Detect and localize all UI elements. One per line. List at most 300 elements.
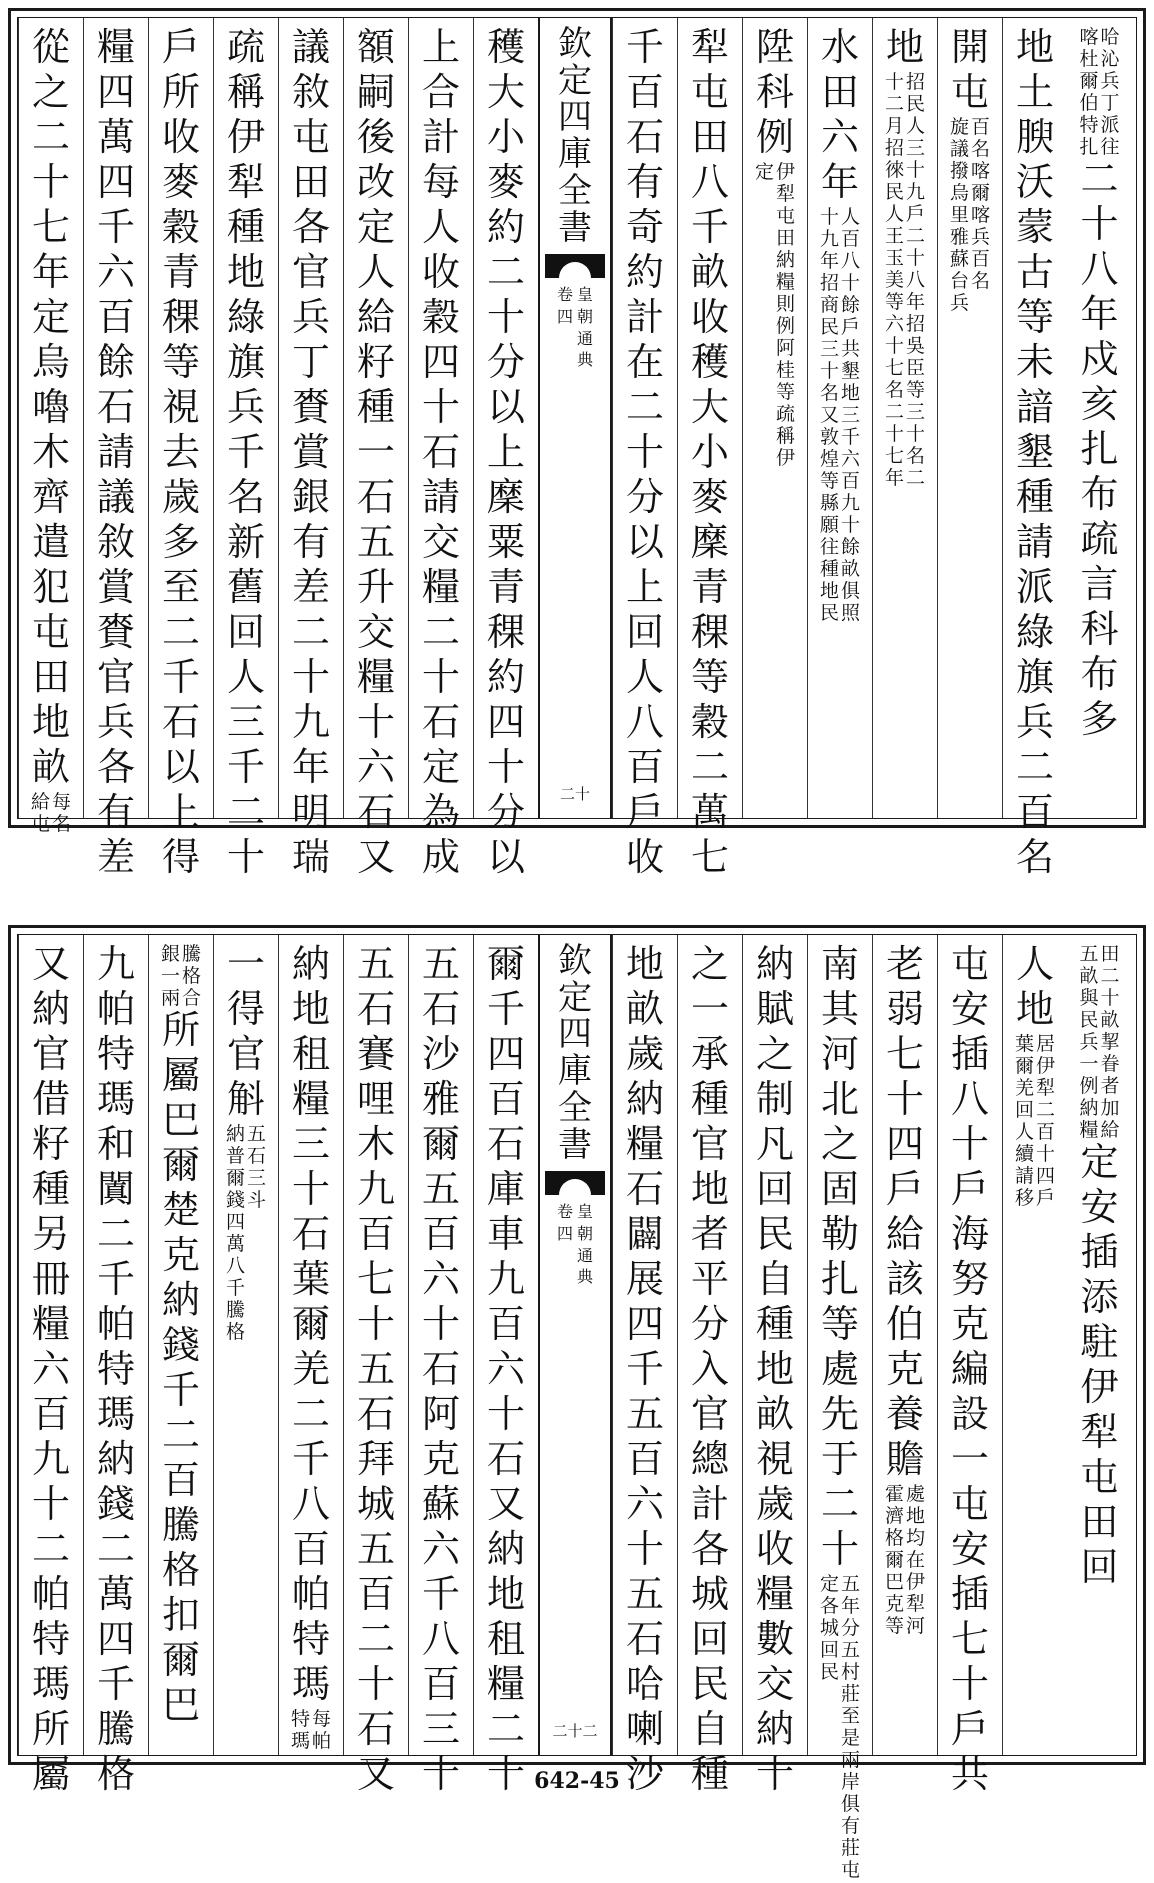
note-char: 等 (884, 1615, 904, 1637)
note-char: 莊 (841, 1837, 861, 1859)
note-char: 等 (906, 379, 926, 401)
text-char: 木 (31, 430, 70, 474)
note-char: 斗 (247, 1189, 267, 1211)
text-char: 人 (1015, 942, 1054, 986)
text-char: 石 (625, 1617, 664, 1661)
note-char: 請 (1014, 1165, 1034, 1187)
text-column (148, 18, 213, 879)
text-char: 七 (690, 835, 729, 879)
note-char: 糧 (776, 271, 796, 293)
text-char: 石 (421, 987, 460, 1031)
text-char: 萬 (96, 1572, 135, 1616)
text-char: 大 (486, 70, 525, 114)
volume-label: 皇 朝 通 典 卷 四 (556, 285, 594, 370)
text-char: 十 (486, 1752, 525, 1796)
note-char: 是 (841, 1727, 861, 1749)
text-char: 于 (820, 1437, 859, 1481)
text-char: 石 (486, 1122, 525, 1166)
text-char: 麥 (486, 160, 525, 204)
text-char: 石 (356, 1707, 395, 1751)
text-char: 兵 (226, 385, 265, 429)
text-char: 青 (690, 565, 729, 609)
text-char: 田 (820, 70, 859, 114)
note-char: 納 (776, 249, 796, 271)
text-char: 請 (421, 475, 460, 519)
text-char: 官 (690, 1392, 729, 1436)
text-char: 羌 (291, 1347, 330, 1391)
note-char: 十 (884, 335, 904, 357)
note-char: 一 (160, 965, 180, 987)
note-char: 濟 (884, 1505, 904, 1527)
note-char: 五 (841, 1639, 861, 1661)
title-char: 庫 (558, 1051, 592, 1092)
text-char: 贍 (885, 1437, 924, 1481)
note-char: 每 (52, 791, 72, 813)
text-char: 五 (421, 942, 460, 986)
note-char: 年 (841, 1595, 861, 1617)
text-char: 麥 (690, 475, 729, 519)
text-char: 格 (96, 1752, 135, 1796)
text-char: 收 (690, 295, 729, 339)
text-char: 百 (291, 1527, 330, 1571)
text-char: 特 (96, 1347, 135, 1391)
text-char: 各 (96, 745, 135, 789)
text-char: 二 (291, 610, 330, 654)
note-char: 村 (841, 1661, 861, 1683)
text-char: 額 (356, 25, 395, 69)
text-char: 所 (31, 1707, 70, 1751)
text-char: 石 (291, 1212, 330, 1256)
note-char: 在 (906, 1549, 926, 1571)
text-char: 七 (356, 1257, 395, 1301)
note-char: 地 (819, 580, 839, 602)
text-char: 種 (690, 1077, 729, 1121)
text-char: 從 (31, 25, 70, 69)
text-char: 田 (690, 115, 729, 159)
text-char: 官 (31, 1032, 70, 1076)
text-char: 計 (690, 1482, 729, 1526)
note-char: 格 (225, 1321, 245, 1343)
text-char: 百 (1015, 790, 1054, 834)
text-char: 八 (291, 1482, 330, 1526)
note-char: 八 (841, 250, 861, 272)
text-char: 兵 (96, 700, 135, 744)
text-char: 丁 (291, 340, 330, 384)
text-char: 石 (356, 1392, 395, 1436)
text-char: 穫 (486, 25, 525, 69)
text-char: 賚 (291, 385, 330, 429)
text-char: 計 (421, 115, 460, 159)
text-char: 粟 (486, 520, 525, 564)
text-char: 布 (1080, 652, 1119, 696)
note-char: 縣 (819, 492, 839, 514)
text-char: 地 (226, 250, 265, 294)
text-char: 十 (885, 1077, 924, 1121)
note-char: 九 (819, 228, 839, 250)
text-char: 穀 (690, 700, 729, 744)
text-char: 納 (755, 942, 794, 986)
text-char: 之 (31, 70, 70, 114)
note-char: 商 (819, 294, 839, 316)
text-char: 者 (690, 1212, 729, 1256)
text-char: 十 (31, 160, 70, 204)
note-char: 爾 (1014, 1055, 1034, 1077)
note-char: 共 (841, 338, 861, 360)
text-char: 弱 (885, 987, 924, 1031)
text-char: 千 (96, 1662, 135, 1706)
text-char: 十 (291, 1167, 330, 1211)
text-char: 田 (1080, 1500, 1119, 1544)
text-char: 畝 (31, 745, 70, 789)
note-char: 百 (841, 228, 861, 250)
text-char: 七 (950, 1617, 989, 1661)
text-char: 二 (96, 1212, 135, 1256)
note-char: 伊 (776, 447, 796, 469)
text-char: 等 (161, 340, 200, 384)
note-char: 疏 (776, 403, 796, 425)
note-char: 台 (949, 270, 969, 292)
text-char: 石 (421, 700, 460, 744)
text-char: 民 (755, 1212, 794, 1256)
annotation-line (971, 118, 990, 316)
text-char: 賽 (356, 1032, 395, 1076)
annotation-note (820, 1575, 860, 1883)
text-char: 犯 (31, 565, 70, 609)
note-char: 種 (819, 558, 839, 580)
text-char: 稞 (486, 610, 525, 654)
note-char: 願 (819, 514, 839, 536)
text-column (807, 18, 872, 818)
note-char: 招 (906, 71, 926, 93)
text-column (807, 935, 872, 1881)
text-char: 糧 (356, 655, 395, 699)
text-char: 千 (226, 430, 265, 474)
note-char: 者 (1100, 1075, 1120, 1097)
text-char: 十 (226, 835, 265, 879)
text-char: 科 (1080, 607, 1119, 651)
text-char: 名 (226, 475, 265, 519)
text-column (278, 18, 343, 879)
text-char: 安 (950, 1527, 989, 1571)
text-char: 哩 (356, 1077, 395, 1121)
title-char: 四 (558, 97, 592, 138)
text-char: 巴 (161, 1098, 200, 1142)
note-char: 特 (1079, 114, 1099, 136)
note-char: 人 (906, 115, 926, 137)
text-char: 陞 (755, 25, 794, 69)
text-char: 努 (950, 1257, 989, 1301)
text-char: 十 (356, 1302, 395, 1346)
note-char: 石 (247, 1145, 267, 1167)
text-char: 五 (356, 942, 395, 986)
folio-number: 二十二 (552, 1722, 598, 1740)
text-char: 百 (96, 295, 135, 339)
text-char: 諳 (1015, 385, 1054, 429)
note-char: 百 (971, 248, 991, 270)
text-char: 三 (226, 700, 265, 744)
note-char: 名 (971, 270, 991, 292)
text-char: 戍 (1080, 337, 1119, 381)
text-char: 年 (1080, 292, 1119, 336)
text-char: 四 (421, 340, 460, 384)
text-char: 十 (31, 1482, 70, 1526)
text-column (1002, 935, 1067, 1755)
text-char: 嚕 (31, 385, 70, 429)
text-char: 至 (161, 565, 200, 609)
text-char: 青 (486, 565, 525, 609)
note-char: 加 (1100, 1097, 1120, 1119)
text-char: 八 (421, 1617, 460, 1661)
text-char: 差 (291, 565, 330, 609)
text-char: 屬 (161, 1053, 200, 1097)
note-char: 又 (819, 404, 839, 426)
text-char: 回 (226, 610, 265, 654)
text-char: 又 (356, 1752, 395, 1796)
annotation-line (1101, 945, 1120, 1143)
note-char: 移 (1014, 1187, 1034, 1209)
text-char: 收 (625, 835, 664, 879)
annotation-note (885, 1485, 925, 1639)
text-char: 歲 (625, 1032, 664, 1076)
text-char: 借 (31, 1077, 70, 1121)
text-char: 克 (421, 1437, 460, 1481)
annotation-note (950, 118, 990, 316)
note-char: 十 (906, 247, 926, 269)
text-char: 五 (625, 1392, 664, 1436)
text-char: 賦 (755, 987, 794, 1031)
text-char: 賚 (96, 610, 135, 654)
text-char: 請 (96, 430, 135, 474)
text-char: 二 (421, 610, 460, 654)
text-column (742, 935, 807, 1796)
note-char: 十 (906, 159, 926, 181)
text-char: 分 (486, 790, 525, 834)
title-char: 書 (558, 1124, 592, 1165)
note-char: 民 (906, 93, 926, 115)
text-column (872, 935, 937, 1755)
text-char: 一 (226, 942, 265, 986)
note-char: 十 (841, 514, 861, 536)
text-char: 糧 (31, 1302, 70, 1346)
text-char: 十 (421, 1752, 460, 1796)
note-char: 十 (884, 71, 904, 93)
note-char: 地 (841, 382, 861, 404)
text-char: 石 (356, 790, 395, 834)
text-char: 河 (820, 1032, 859, 1076)
text-char: 十 (950, 1122, 989, 1166)
note-char: 哈 (1100, 26, 1120, 48)
text-column (343, 18, 408, 879)
text-char: 格 (161, 1548, 200, 1592)
text-char: 種 (356, 385, 395, 429)
annotation-note (31, 793, 71, 837)
text-char: 十 (421, 385, 460, 429)
note-char: 五 (247, 1123, 267, 1145)
text-char: 十 (356, 700, 395, 744)
text-char: 百 (161, 1458, 200, 1502)
note-char: 定 (819, 1573, 839, 1595)
text-char: 二 (1015, 745, 1054, 789)
text-char: 瑞 (291, 835, 330, 879)
text-char: 回 (755, 1167, 794, 1211)
note-char: 等 (819, 470, 839, 492)
book-title (558, 943, 592, 1163)
text-char: 在 (625, 340, 664, 384)
text-char: 小 (486, 115, 525, 159)
note-char: 年 (884, 467, 904, 489)
text-char: 六 (421, 1257, 460, 1301)
text-char: 插 (950, 1572, 989, 1616)
text-char: 升 (356, 565, 395, 609)
text-char: 斛 (226, 1077, 265, 1121)
text-char: 六 (486, 1347, 525, 1391)
text-char: 租 (486, 1617, 525, 1661)
text-char: 水 (820, 25, 859, 69)
text-char: 旗 (1015, 655, 1054, 699)
note-char: 十 (884, 423, 904, 445)
note-char: 名 (819, 382, 839, 404)
note-char: 畝 (841, 558, 861, 580)
folio-number: 二十 (559, 785, 590, 803)
text-char: 屯 (690, 70, 729, 114)
text-char: 各 (690, 1527, 729, 1571)
text-char: 地 (625, 942, 664, 986)
note-char: 與 (1079, 987, 1099, 1009)
note-char: 煌 (819, 448, 839, 470)
note-char: 萬 (225, 1233, 245, 1255)
note-char: 爾 (225, 1167, 245, 1189)
text-char: 未 (1015, 340, 1054, 384)
annotation-line (906, 1485, 925, 1639)
note-char: 招 (884, 137, 904, 159)
text-char: 十 (820, 1527, 859, 1571)
text-char: 十 (486, 745, 525, 789)
text-char: 布 (1080, 472, 1119, 516)
title-char: 定 (558, 60, 592, 101)
text-char: 田 (31, 655, 70, 699)
text-char: 租 (291, 1032, 330, 1076)
text-char: 展 (625, 1257, 664, 1301)
note-char: 屯 (776, 205, 796, 227)
text-char: 千 (96, 1257, 135, 1301)
text-char: 以 (486, 385, 525, 429)
note-char: 羌 (1014, 1077, 1034, 1099)
text-char: 種 (1015, 475, 1054, 519)
text-char: 雅 (421, 1077, 460, 1121)
text-char: 二 (226, 790, 265, 834)
annotation-line (885, 1485, 904, 1639)
annotation-note (820, 208, 860, 626)
text-char: 交 (755, 1662, 794, 1706)
note-char: 俱 (841, 580, 861, 602)
note-char: 十 (1036, 1143, 1056, 1165)
text-char: 上 (421, 25, 460, 69)
note-char: 巴 (884, 1571, 904, 1593)
note-char: 例 (776, 315, 796, 337)
text-char: 齊 (31, 475, 70, 519)
text-char: 六 (421, 1527, 460, 1571)
text-char: 四 (96, 160, 135, 204)
text-char: 闐 (96, 1167, 135, 1211)
text-char: 七 (885, 1032, 924, 1076)
note-char: 兵 (1079, 1031, 1099, 1053)
note-char: 伯 (1079, 92, 1099, 114)
note-char: 五 (1079, 943, 1099, 965)
note-char: 兵 (971, 226, 991, 248)
text-char: 百 (421, 1662, 460, 1706)
text-char: 收 (161, 115, 200, 159)
text-column (677, 18, 742, 879)
note-char: 阿 (776, 337, 796, 359)
text-char: 請 (1015, 520, 1054, 564)
text-char: 南 (820, 942, 859, 986)
text-column (1002, 18, 1067, 879)
text-char: 萬 (690, 790, 729, 834)
text-char: 百 (356, 1212, 395, 1256)
text-char: 上 (625, 565, 664, 609)
text-char: 騰 (161, 1503, 200, 1547)
note-char: 合 (182, 987, 202, 1009)
text-column (612, 18, 677, 879)
note-char: 伊 (776, 161, 796, 183)
note-char: 兩 (160, 987, 180, 1009)
note-char: 三 (906, 137, 926, 159)
note-char: 河 (906, 1615, 926, 1637)
text-char: 爾 (161, 1143, 200, 1187)
text-char: 糧 (96, 25, 135, 69)
text-column (473, 935, 538, 1796)
note-char: 王 (884, 225, 904, 247)
note-char: 兵 (949, 292, 969, 314)
text-column (473, 18, 538, 879)
text-char: 言 (1080, 562, 1119, 606)
text-char: 畝 (755, 1392, 794, 1436)
text-char: 又 (356, 835, 395, 879)
text-char: 沙 (625, 1752, 664, 1796)
text-char: 先 (820, 1392, 859, 1436)
note-char: 九 (906, 181, 926, 203)
note-char: 定 (754, 161, 774, 183)
text-char: 十 (755, 1752, 794, 1796)
text-char: 納 (486, 1527, 525, 1571)
text-char: 地 (690, 1167, 729, 1211)
text-char: 小 (690, 430, 729, 474)
text-char: 敘 (291, 70, 330, 114)
note-char: 里 (949, 204, 969, 226)
text-char: 糧 (421, 565, 460, 609)
annotation-line (1079, 945, 1098, 1143)
text-char: 上 (161, 790, 200, 834)
text-char: 二 (1080, 157, 1119, 201)
text-char: 犁 (226, 160, 265, 204)
text-char: 凡 (755, 1122, 794, 1166)
text-char: 犁 (690, 25, 729, 69)
text-char: 開 (950, 25, 989, 69)
text-char: 楚 (161, 1188, 200, 1232)
text-char: 四 (885, 1122, 924, 1166)
note-char: 七 (884, 445, 904, 467)
text-char: 墾 (1015, 430, 1054, 474)
note-char: 千 (841, 426, 861, 448)
text-char: 哈 (625, 1662, 664, 1706)
note-char: 屯 (30, 813, 50, 835)
note-char: 扎 (1079, 136, 1099, 158)
note-char: 三 (841, 404, 861, 426)
note-char: 每 (312, 1708, 332, 1730)
text-char: 三 (421, 1707, 460, 1751)
text-column (872, 18, 937, 818)
note-char: 回 (819, 1639, 839, 1661)
